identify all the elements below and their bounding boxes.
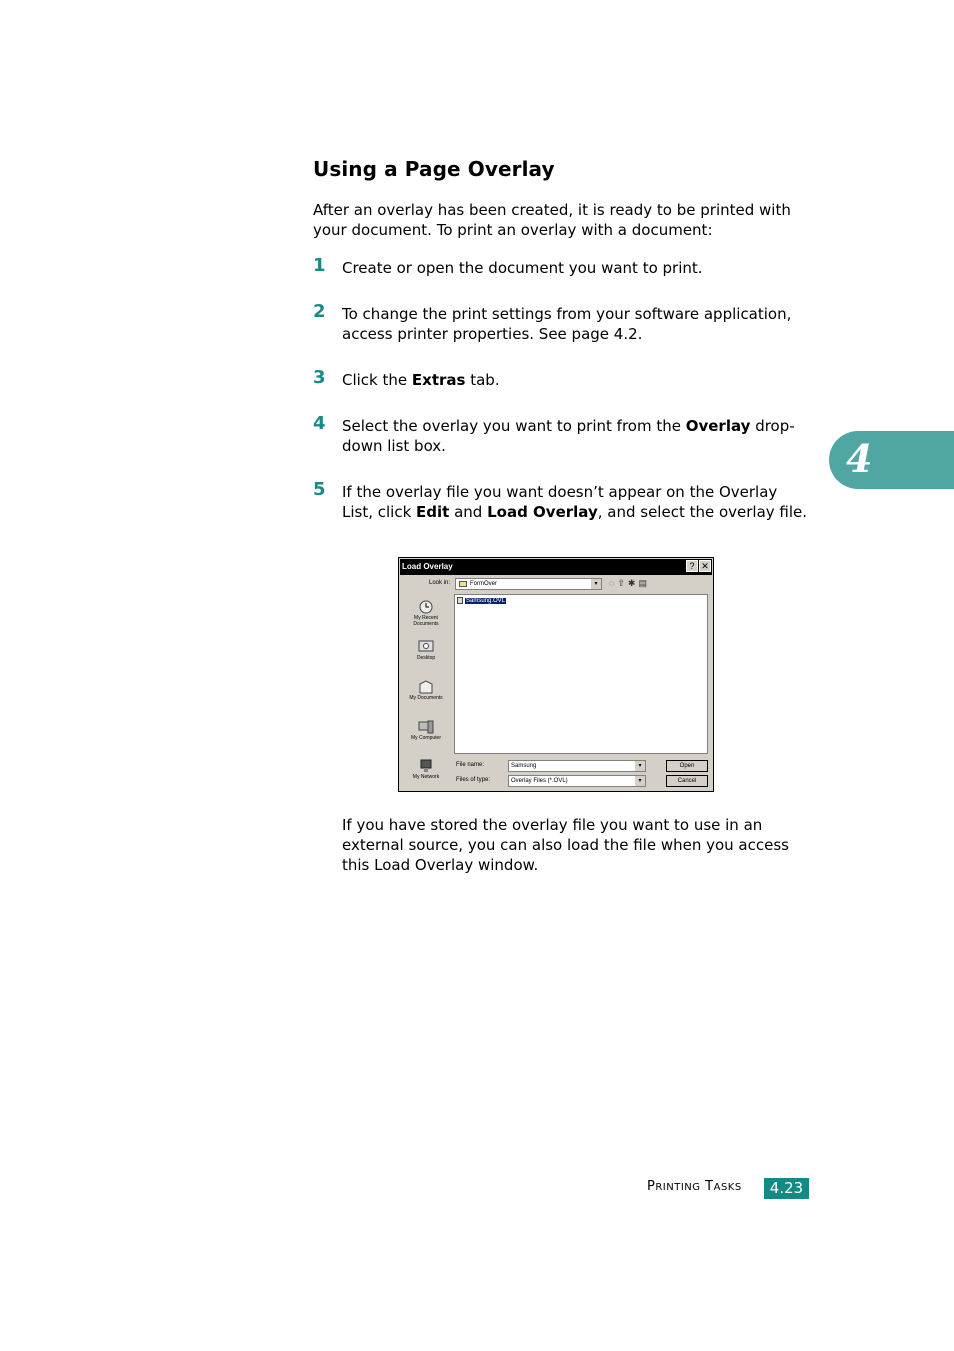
place-recent[interactable]: My Recent Documents	[403, 600, 449, 627]
cancel-button[interactable]: Cancel	[666, 775, 708, 787]
places-bar	[403, 595, 449, 787]
section-heading: Using a Page Overlay	[313, 157, 555, 181]
computer-icon	[418, 720, 434, 734]
desktop-icon	[418, 640, 434, 654]
documents-icon	[418, 680, 434, 694]
step-number: 4	[313, 413, 326, 434]
new-folder-icon[interactable]: ✱	[627, 578, 639, 588]
file-list[interactable]	[454, 594, 708, 754]
file-name-label: File name:	[456, 762, 485, 768]
place-computer[interactable]: My Computer	[403, 720, 449, 741]
chevron-down-icon: ▾	[635, 761, 645, 771]
step-text: If the overlay file you want doesn’t appear on the Overlay List, click Edit and Load Overlay, and select the overlay file.	[342, 483, 808, 521]
load-overlay-dialog	[398, 557, 714, 792]
folder-icon	[459, 581, 467, 587]
look-in-value: FormOver	[470, 581, 497, 587]
list-item[interactable]: Samsung.OVL	[457, 597, 506, 605]
toolbar-icons[interactable]	[609, 578, 650, 589]
place-desktop[interactable]: Desktop	[403, 640, 449, 661]
close-button[interactable]: ✕	[699, 560, 711, 572]
up-folder-icon[interactable]: ⇧	[617, 578, 628, 588]
page-number: 4.23	[764, 1178, 809, 1199]
note-paragraph: If you have stored the overlay file you want to use in an external source, you can also load the file when you access this Load Overlay window.	[342, 816, 789, 874]
view-menu-icon[interactable]: ▤	[638, 578, 650, 588]
file-icon	[457, 597, 463, 604]
file-name-input[interactable]: Samsung ▾	[508, 760, 646, 772]
place-network[interactable]: My Network	[403, 759, 449, 780]
file-type-label: Files of type:	[456, 777, 491, 783]
clock-icon	[418, 600, 434, 614]
intro-paragraph: After an overlay has been created, it is ready to be printed with your document. To print an overlay with a document:	[313, 201, 791, 239]
step-number: 5	[313, 479, 326, 500]
step-text: To change the print settings from your software application, access printer properties. See page 4.2.	[342, 305, 792, 343]
step-number: 3	[313, 367, 326, 388]
chevron-down-icon: ▾	[591, 579, 601, 589]
chapter-number: 4	[846, 436, 873, 481]
step-number: 2	[313, 301, 326, 322]
look-in-select[interactable]	[455, 578, 602, 590]
chevron-down-icon: ▾	[635, 776, 645, 786]
dialog-title: Load Overlay	[400, 559, 712, 575]
place-documents[interactable]: My Documents	[403, 680, 449, 701]
footer-section-label: PRINTING TASKS	[647, 1179, 742, 1194]
step-text: Create or open the document you want to print.	[342, 259, 703, 277]
network-icon	[418, 759, 434, 773]
step-text: Click the Extras tab.	[342, 371, 500, 389]
help-button[interactable]: ?	[686, 560, 698, 572]
look-in-label: Look in:	[429, 580, 451, 586]
step-text: Select the overlay you want to print from the Overlay drop-down list box.	[342, 417, 795, 455]
file-type-select[interactable]: Overlay Files (*.OVL) ▾	[508, 775, 646, 787]
back-icon[interactable]: ◌	[609, 578, 618, 588]
open-button[interactable]: Open	[666, 760, 708, 772]
step-number: 1	[313, 255, 326, 276]
